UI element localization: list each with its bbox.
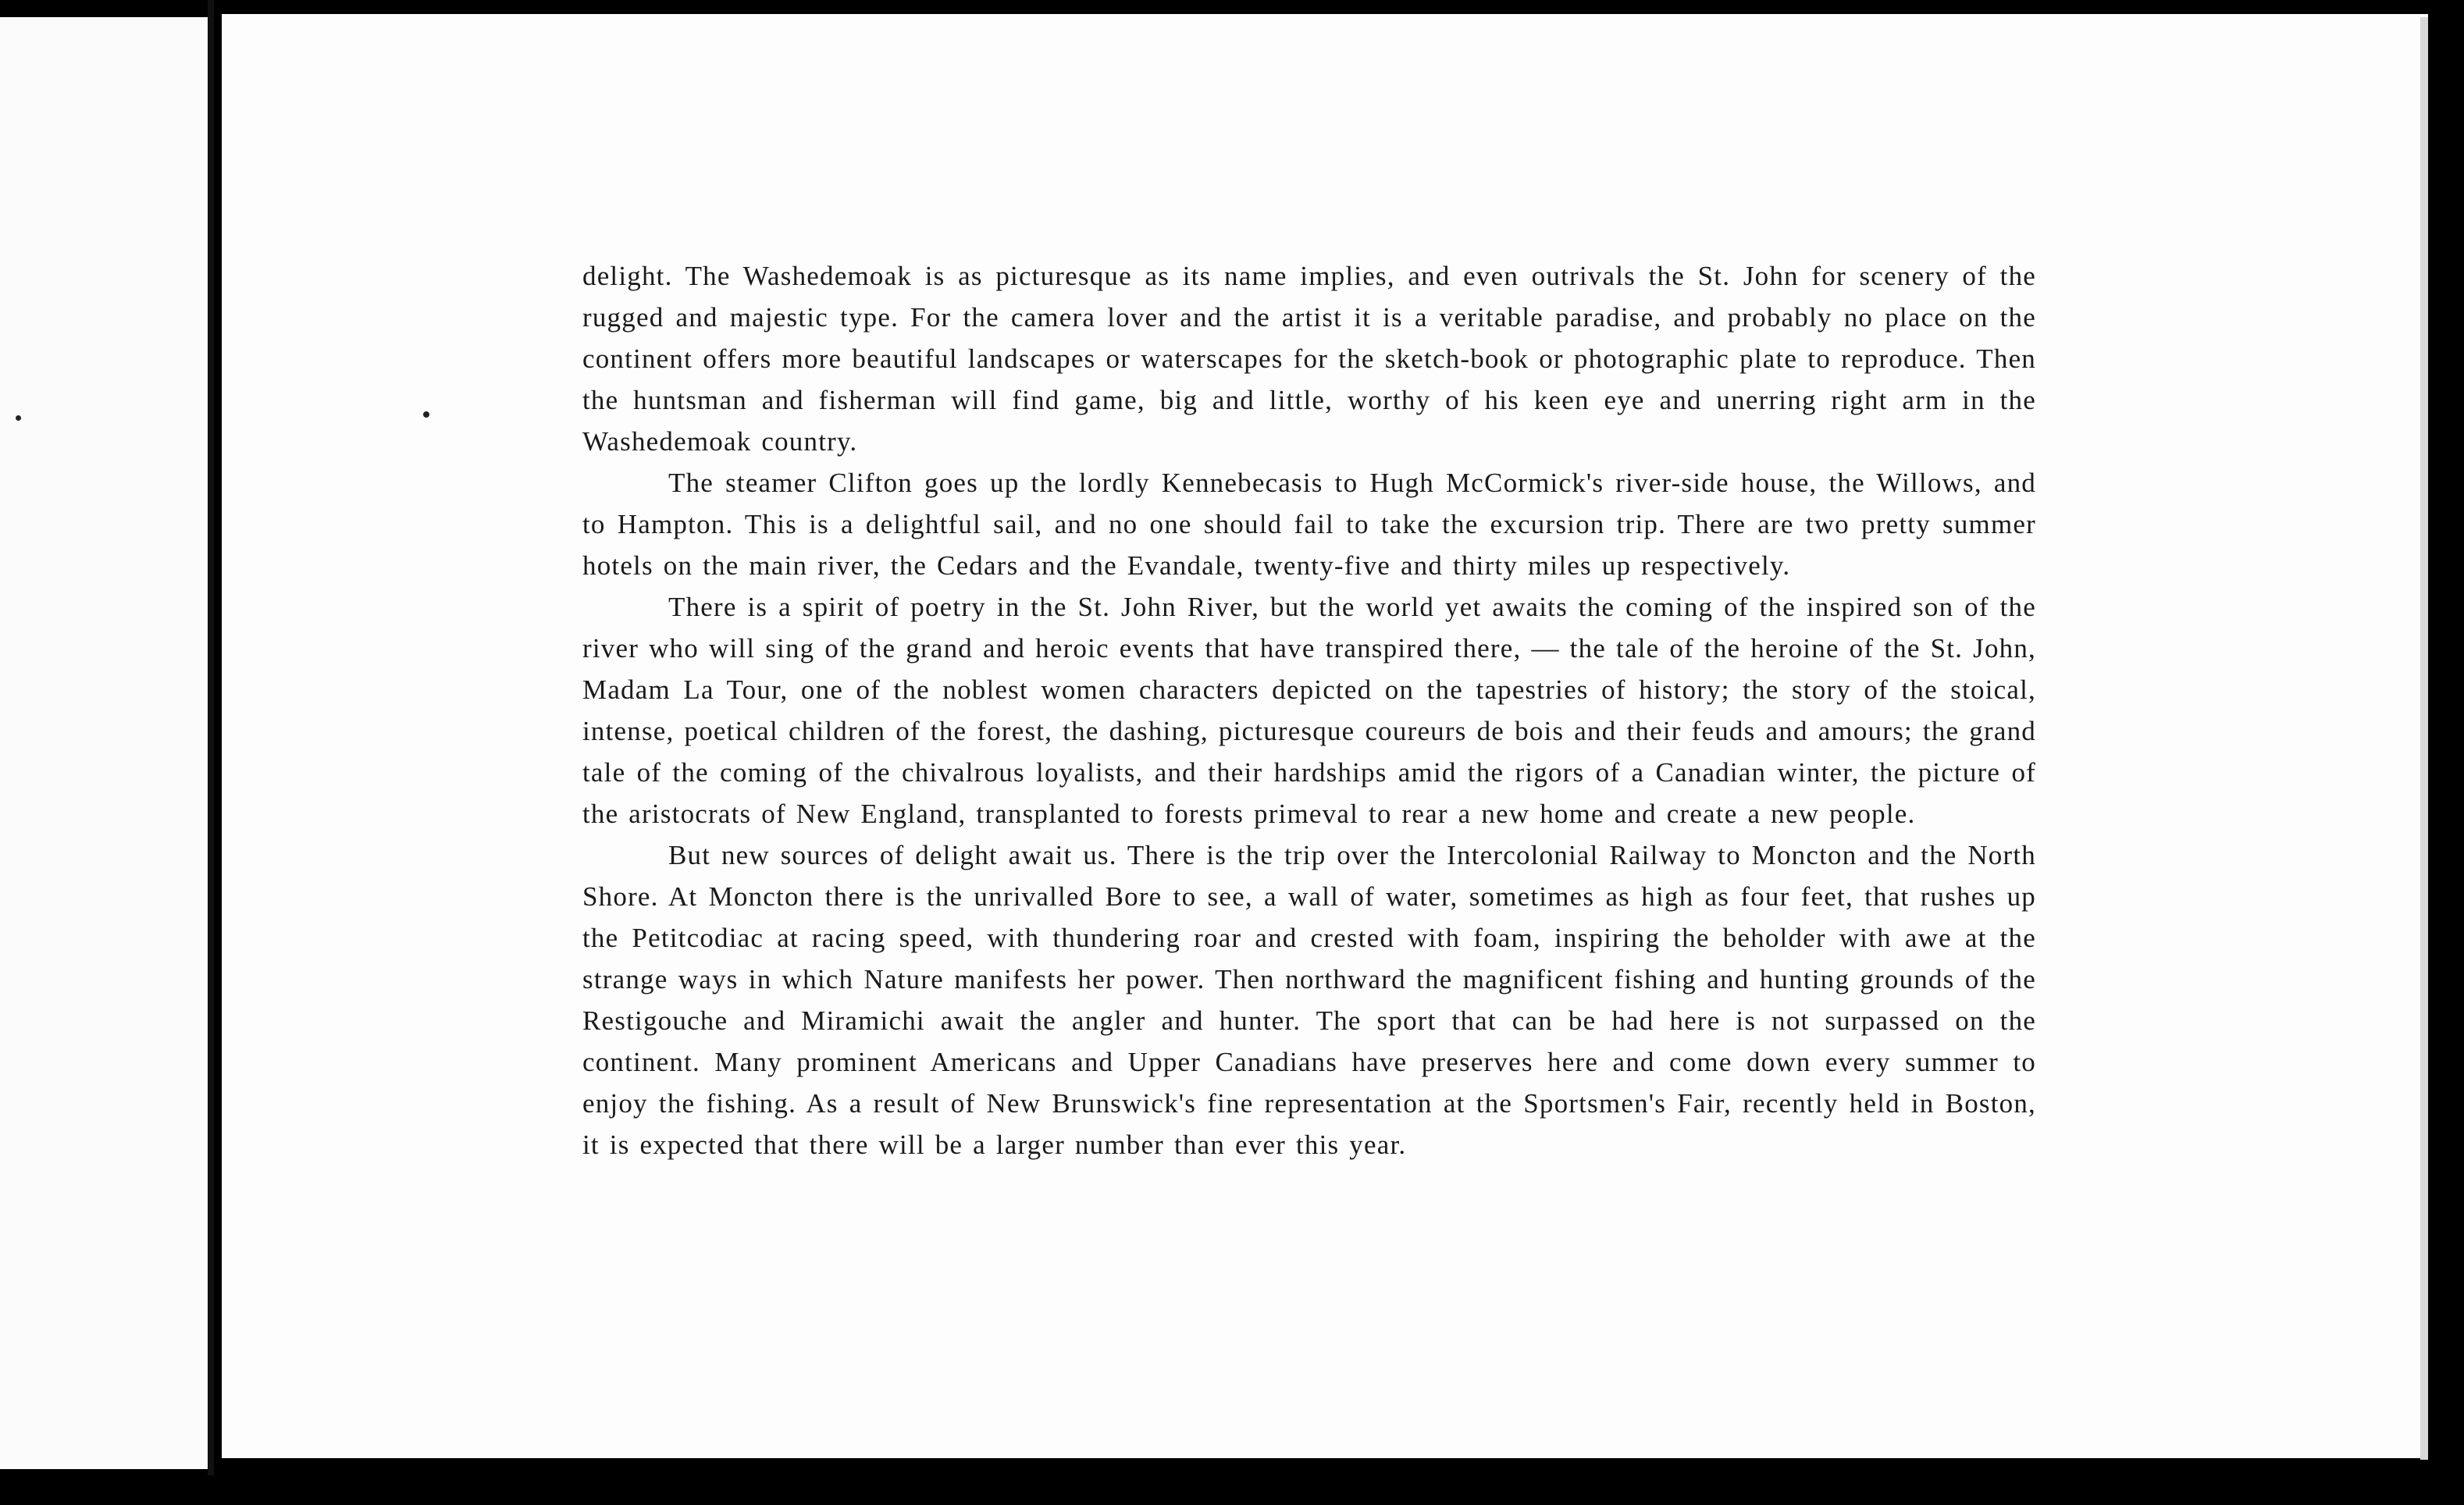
page-edge-shadow bbox=[2420, 17, 2428, 1460]
body-text bbox=[582, 255, 2036, 1165]
stray-dot-center bbox=[423, 411, 429, 418]
paragraph-washedemoak: delight. The Washedemoak is as picturesque as its name implies, and even outrivals the St. John for scenery of the rugged and majestic type. For the camera lover and the artist it is a veritable paradise, and probably no place on the continent offers more beautiful landscapes or waterscapes for the sketch-book or photographic plate to reproduce. Then the huntsman and fisherman will find game, big and little, worthy of his keen eye and unerring right arm in the Washedemoak country. bbox=[582, 261, 2036, 457]
paragraph-steamer-clifton: The steamer Clifton goes up the lordly Kennebecasis to Hugh McCormick's river-side house, the Willows, and to Hampton. This is a delightful sail, and no one should fail to take the excursion trip. There are two pretty summer hotels on the main river, the Cedars and the Evandale, twenty-five and thirty miles up respectively. bbox=[582, 468, 2036, 581]
page-gutter bbox=[208, 0, 214, 1475]
stray-dot-left bbox=[16, 415, 21, 421]
paragraph-st-john-poetry: There is a spirit of poetry in the St. John River, but the world yet awaits the coming of the inspired son of the river who will sing of the grand and heroic events that have transpired there, — the tale of the heroine of the St. John, Madam La Tour, one of the noblest women characters depicted on the tapestries of history; the story of the stoical, intense, poetical children of the forest, the dashing, picturesque coureurs de bois and their feuds and amours; the grand tale of the coming of the chivalrous loyalists, and their hardships amid the rigors of a Canadian winter, the picture of the aristocrats of New England, transplanted to forests primeval to rear a new home and create a new people. bbox=[582, 592, 2036, 829]
left-page bbox=[0, 17, 211, 1469]
paragraph-moncton-north-shore: But new sources of delight await us. There is the trip over the Intercolonial Railway to Moncton and the North Shore. At Moncton there is the unrivalled Bore to see, a wall of water, sometimes as high as four feet, that rushes up the Petitcodiac at racing speed, with thundering roar and crested with foam, inspiring the beholder with awe at the strange ways in which Nature manifests her power. Then northward the magnificent fishing and hunting grounds of the Restigouche and Miramichi await the angler and hunter. The sport that can be had here is not surpassed on the continent. Many prominent Americans and Upper Canadians have preserves here and come down every summer to enjoy the fishing. As a result of New Brunswick's fine representation at the Sportsmen's Fair, recently held in Boston, it is expected that there will be a larger number than ever this year. bbox=[582, 840, 2036, 1160]
